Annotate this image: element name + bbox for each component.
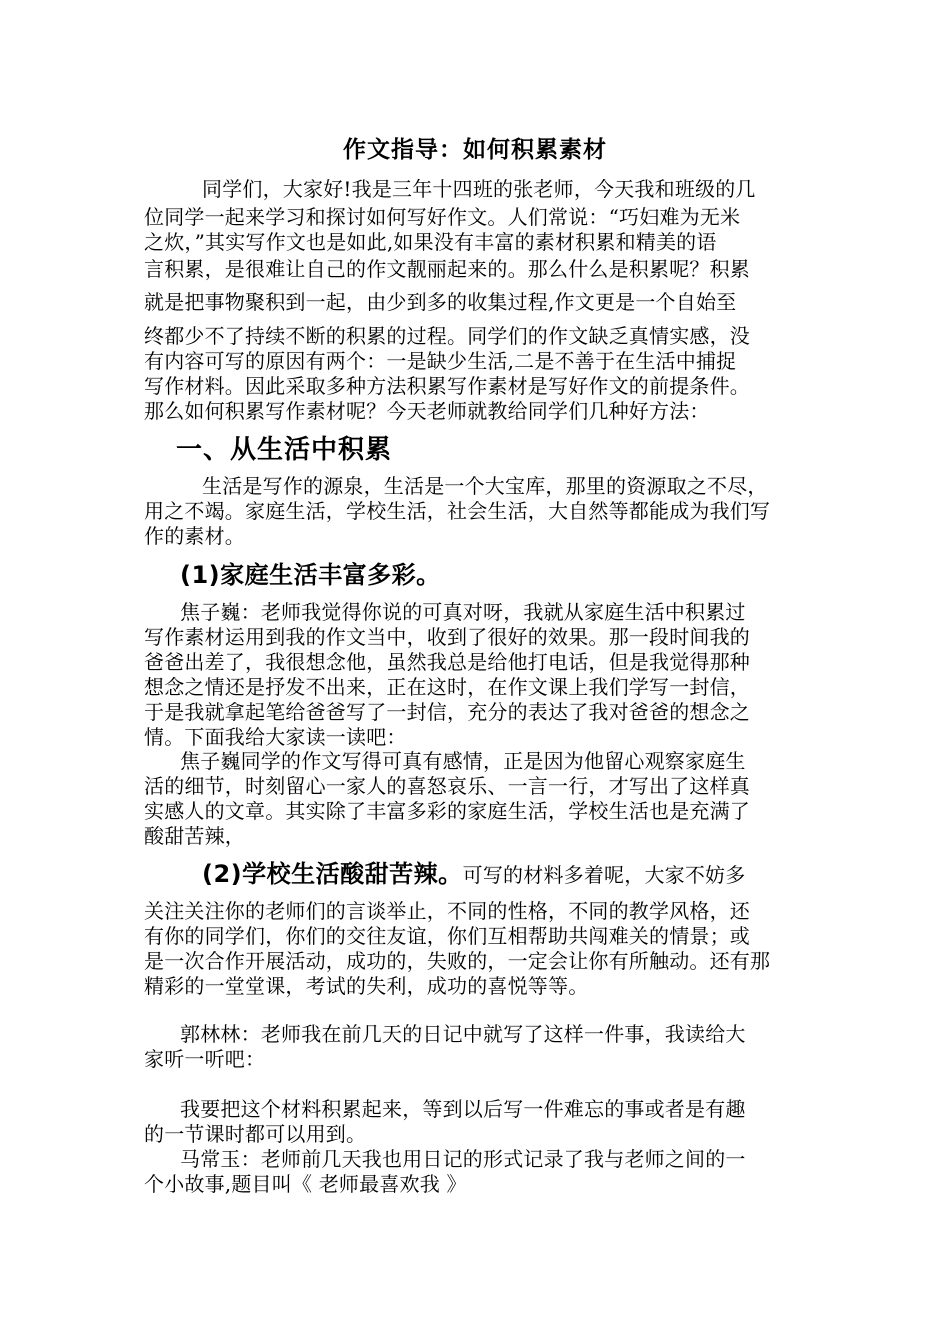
intro-line: 那么如何积累写作素材呢？今天老师就教给同学们几种好方法： (144, 399, 710, 423)
subsection-heading-text: (1)家庭生活丰富多彩。 (180, 561, 441, 589)
intro-line: 终都少不了持续不断的积累的过程。同学们的作文缺乏真情实感，没 (144, 324, 750, 348)
paragraph-line: 于是我就拿起笔给爸爸写了一封信，充分的表达了我对爸爸的想念之 (144, 700, 750, 724)
intro-line: 之炊，”其实写作文也是如此,如果没有丰富的素材积累和精美的语 (144, 230, 717, 254)
paragraph-line: 马常玉：老师前几天我也用日记的形式记录了我与老师之间的一 (180, 1147, 746, 1171)
intro-line: 同学们，大家好!我是三年十四班的张老师，今天我和班级的几 (202, 177, 756, 201)
section-line: 用之不竭。家庭生活，学校生活，社会生活，大自然等都能成为我们写 (144, 499, 771, 523)
intro-line: 言积累，是很难让自己的作文靓丽起来的。那么什么是积累呢？积累 (144, 257, 750, 281)
paragraph-line: 酸甜苦辣， (144, 824, 245, 848)
section-heading: 一、从生活中积累 (176, 435, 393, 465)
subsection-heading (180, 559, 441, 591)
paragraph-line: 情。下面我给大家读一读吧： (144, 725, 407, 749)
paragraph-line: 实感人的文章。其实除了丰富多彩的家庭生活，学校生活也是充满了 (144, 799, 750, 823)
paragraph-line: 个小故事,题目叫《 老师最喜欢我 》 (144, 1172, 467, 1196)
paragraph-line: 的一节课时都可以用到。 (144, 1122, 367, 1146)
intro-line: 写作材料。因此采取多种方法积累写作素材是写好作文的前提条件。 (144, 374, 750, 398)
paragraph-line: 我要把这个材料积累起来，等到以后写一件难忘的事或者是有趣 (180, 1097, 746, 1121)
paragraph-line: 想念之情还是抒发不出来，正在这时，在作文课上我们学写一封信， (144, 675, 750, 699)
section-line: 生活是写作的源泉，生活是一个大宝库，那里的资源取之不尽， (202, 474, 768, 498)
subsection-heading (202, 858, 745, 890)
paragraph-line: 写作素材运用到我的作文当中，收到了很好的效果。那一段时间我的 (144, 625, 750, 649)
intro-line: 有内容可写的原因有两个：一是缺少生活,二是不善于在生活中捕捉 (144, 349, 737, 373)
section-line: 作的素材。 (144, 524, 245, 548)
paragraph-line: 爸爸出差了，我很想念他，虽然我总是给他打电话，但是我觉得那种 (144, 650, 750, 674)
paragraph-line: 焦子巍：老师我觉得你说的可真对呀，我就从家庭生活中积累过 (180, 600, 746, 624)
paragraph-line: 关注关注你的老师们的言谈举止，不同的性格，不同的教学风格，还 (144, 899, 750, 923)
paragraph-line: 活的细节，时刻留心一家人的喜怒哀乐、一言一行，才写出了这样真 (144, 774, 750, 798)
intro-line: 就是把事物聚积到一起，由少到多的收集过程,作文更是一个自始至 (144, 290, 737, 314)
paragraph-line: 郭林林：老师我在前几天的日记中就写了这样一件事，我读给大 (180, 1022, 746, 1046)
paragraph-line: 焦子巍同学的作文写得可真有感情，正是因为他留心观察家庭生 (180, 749, 746, 773)
paragraph-inline-text: 可写的材料多着呢，大家不妨多 (462, 863, 746, 887)
paragraph-line: 精彩的一堂堂课，考试的失利，成功的喜悦等等。 (144, 974, 589, 998)
paragraph-line: 是一次合作开展活动，成功的，失败的，一定会让你有所触动。还有那 (144, 949, 771, 973)
paragraph-line: 家听一听吧： (144, 1047, 266, 1071)
paragraph-line: 有你的同学们，你们的交往友谊，你们互相帮助共闯难关的情景；或 (144, 924, 750, 948)
document-title: 作文指导：如何积累素材 (343, 137, 607, 163)
intro-line: 位同学一起来学习和探讨如何写好作文。人们常说：“巧妇难为无米 (144, 205, 741, 229)
subsection-heading-text: (2)学校生活酸甜苦辣。 (202, 860, 463, 888)
